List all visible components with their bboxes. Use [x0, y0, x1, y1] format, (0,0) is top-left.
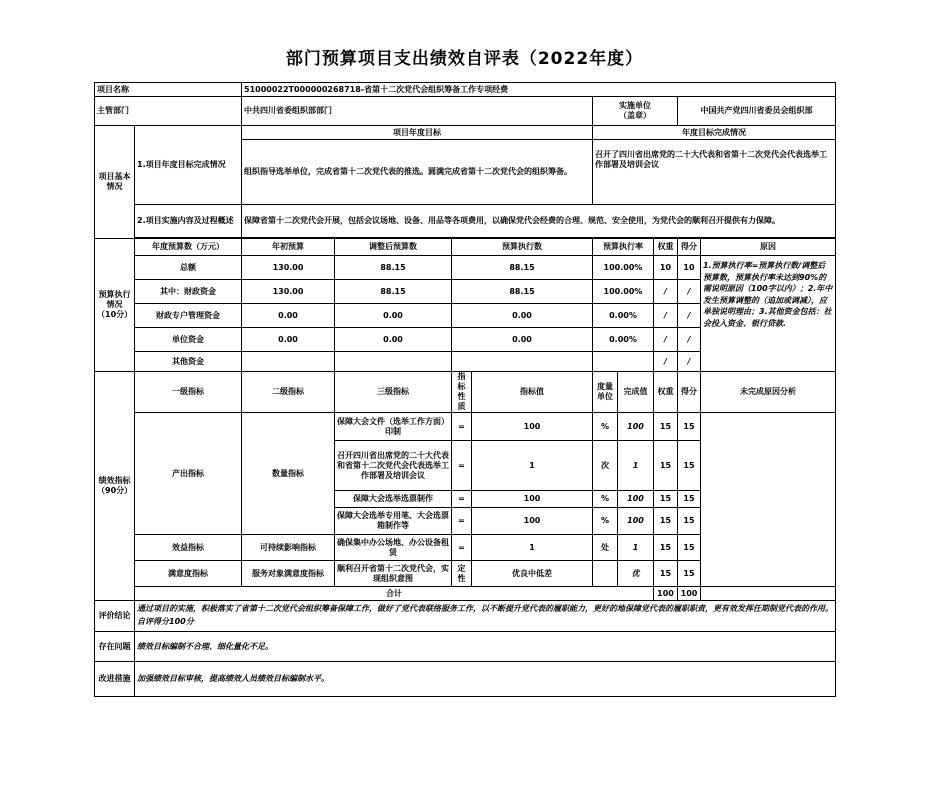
dept-name: 中共四川省委组织部部门	[242, 97, 593, 126]
indicator-weight: 15	[654, 491, 678, 508]
indicator-value: 100	[472, 413, 593, 441]
basic-info-label: 项目基本情况	[95, 126, 135, 239]
indicator-nature: 定性	[452, 561, 472, 587]
budget-weight: /	[654, 328, 678, 352]
indicator-nature: =	[452, 508, 472, 535]
indicator-unit: %	[593, 491, 618, 508]
indicator-score: 15	[678, 491, 701, 508]
page-title: 部门预算项目支出绩效自评表（2022年度）	[285, 49, 644, 69]
budget-header: 调整后预算数	[335, 239, 452, 256]
total-label: 合计	[135, 587, 654, 601]
budget-initial: 0.00	[242, 328, 335, 352]
benefit-l2: 可持续影响指标	[242, 535, 335, 561]
indicator-weight: 15	[654, 413, 678, 441]
indicator-nature: =	[452, 535, 472, 561]
indicator-l3: 保障大会文件（选举工作方面）印制	[335, 413, 452, 441]
completion-header: 年度目标完成情况	[593, 126, 836, 140]
budget-rate: 100.00%	[593, 256, 654, 280]
budget-weight: /	[654, 304, 678, 328]
perf-header: 得分	[678, 372, 701, 413]
indicator-l3: 保障大会选举专用笔、大会选票箱制作等	[335, 508, 452, 535]
budget-row-label: 其中：财政资金	[135, 280, 242, 304]
budget-row-label: 其他资金	[135, 352, 242, 372]
indicator-weight: 15	[654, 441, 678, 491]
project-name: 51000022T000000268718-省第十二次党代会组织筹备工作专项经费	[242, 83, 836, 97]
unfinished-analysis	[701, 413, 836, 587]
budget-initial: 0.00	[242, 304, 335, 328]
indicator-done: 100	[618, 413, 654, 441]
goal-header: 项目年度目标	[242, 126, 593, 140]
benefit-l1: 效益指标	[135, 535, 242, 561]
unit-label: 实施单位 （盖章）	[593, 97, 678, 126]
indicator-done: 100	[618, 508, 654, 535]
budget-initial: 130.00	[242, 256, 335, 280]
implementation-label: 2.项目实施内容及过程概述	[135, 205, 242, 238]
indicator-done: 100	[618, 491, 654, 508]
budget-weight: 10	[654, 256, 678, 280]
unit-name: 中国共产党四川省委员会组织部	[678, 97, 836, 126]
indicator-unit: 处	[593, 535, 618, 561]
total-score: 100	[678, 587, 701, 601]
budget-rate: 100.00%	[593, 280, 654, 304]
indicator-done: 1	[618, 441, 654, 491]
budget-score: /	[678, 280, 701, 304]
indicator-value: 100	[472, 508, 593, 535]
perf-header: 度量单位	[593, 372, 618, 413]
indicator-l3: 召开四川省出席党的二十大代表和省第十二次党代会代表选举工作部署及培训会议	[335, 441, 452, 491]
budget-executed	[452, 352, 593, 372]
budget-score: /	[678, 328, 701, 352]
budget-executed: 0.00	[452, 304, 593, 328]
budget-header: 原因	[701, 239, 836, 256]
indicator-weight: 15	[654, 535, 678, 561]
indicator-weight: 15	[654, 561, 678, 587]
perf-header: 三级指标	[335, 372, 452, 413]
budget-executed: 88.15	[452, 280, 593, 304]
budget-adjusted: 0.00	[335, 328, 452, 352]
output-l1: 产出指标	[135, 413, 242, 535]
indicator-value: 优良中低差	[472, 561, 593, 587]
dept-label: 主管部门	[95, 97, 242, 126]
budget-header: 年初预算	[242, 239, 335, 256]
indicator-score: 15	[678, 561, 701, 587]
perf-header: 未完成原因分析	[701, 372, 836, 413]
indicator-score: 15	[678, 413, 701, 441]
budget-weight: /	[654, 280, 678, 304]
budget-executed: 0.00	[452, 328, 593, 352]
budget-initial: 130.00	[242, 280, 335, 304]
indicator-value: 100	[472, 491, 593, 508]
budget-adjusted: 88.15	[335, 280, 452, 304]
indicator-unit: %	[593, 508, 618, 535]
budget-executed: 88.15	[452, 256, 593, 280]
indicator-unit: 次	[593, 441, 618, 491]
perf-header: 指标性质	[452, 372, 472, 413]
measures-text: 加强绩效目标审核，提高绩效人员绩效目标编制水平。	[135, 662, 836, 697]
indicator-nature: =	[452, 491, 472, 508]
evaluation-table	[94, 82, 836, 697]
measures-label: 改进措施	[95, 662, 135, 697]
budget-weight: /	[654, 352, 678, 372]
indicator-score: 15	[678, 441, 701, 491]
indicator-value: 1	[472, 535, 593, 561]
indicator-score: 15	[678, 508, 701, 535]
budget-score: 10	[678, 256, 701, 280]
indicator-nature: =	[452, 441, 472, 491]
budget-section-label: 预算执行情况（10分）	[95, 239, 135, 372]
budget-initial	[242, 352, 335, 372]
output-l2: 数量指标	[242, 413, 335, 535]
indicator-unit	[593, 561, 618, 587]
budget-row-label: 财政专户管理资金	[135, 304, 242, 328]
perf-header: 权重	[654, 372, 678, 413]
implementation-text: 保障省第十二次党代会开展，包括会议场地、设备、用品等各项费用，以确保党代会经费的合理、规范、安全使用，为党代会的顺利召开提供有力保障。	[242, 205, 836, 238]
budget-rate	[593, 352, 654, 372]
indicator-done: 优	[618, 561, 654, 587]
problems-text: 绩效目标编制不合理、细化量化不足。	[135, 632, 836, 662]
conclusion-label: 评价结论	[95, 601, 135, 632]
goal-text: 组织指导选举单位，完成省第十二次党代表的推选。圆满完成省第十二次党代会的组织筹备。	[242, 140, 593, 205]
budget-row-label: 总额	[135, 256, 242, 280]
budget-score: /	[678, 352, 701, 372]
problems-label: 存在问题	[95, 632, 135, 662]
budget-header: 得分	[678, 239, 701, 256]
perf-section-label: 绩效指标（90分）	[95, 372, 135, 601]
indicator-value: 1	[472, 441, 593, 491]
total-empty	[701, 587, 836, 601]
budget-reason: 1.预算执行率=预算执行数/调整后预算数，预算执行率未达到90%的需说明原因（100字以内）；2.年中发生预算调整的（追加或调减），应单独说明理由；3.其他资金包括：社会投入资金、银行贷款.	[701, 256, 836, 372]
budget-header: 权重	[654, 239, 678, 256]
conclusion-text: 通过项目的实施，积极落实了省第十二次党代会组织筹备保障工作，做好了党代表联络服务工作，以不断提升党代表的履职能力，更好的地保障党代表的履职职责，更有效发挥任期制党代表的作用。自评得分100分	[135, 601, 836, 632]
indicator-l3: 确保集中办公场地、办公设备租赁	[335, 535, 452, 561]
goal-completion-label: 1.项目年度目标完成情况	[135, 126, 242, 205]
indicator-l3: 顺利召开省第十二次党代会，实现组织意图	[335, 561, 452, 587]
budget-rate: 0.00%	[593, 328, 654, 352]
budget-header: 预算执行率	[593, 239, 654, 256]
indicator-nature: =	[452, 413, 472, 441]
budget-rate: 0.00%	[593, 304, 654, 328]
indicator-unit: %	[593, 413, 618, 441]
budget-adjusted: 88.15	[335, 256, 452, 280]
budget-adjusted: 0.00	[335, 304, 452, 328]
project-name-label: 项目名称	[95, 83, 242, 97]
total-weight: 100	[654, 587, 678, 601]
satisfaction-l2: 服务对象满意度指标	[242, 561, 335, 587]
budget-header: 年度预算数（万元）	[135, 239, 242, 256]
perf-header: 完成值	[618, 372, 654, 413]
perf-header: 指标值	[472, 372, 593, 413]
perf-header: 一级指标	[135, 372, 242, 413]
indicator-done: 1	[618, 535, 654, 561]
indicator-score: 15	[678, 535, 701, 561]
budget-header: 预算执行数	[452, 239, 593, 256]
satisfaction-l1: 满意度指标	[135, 561, 242, 587]
budget-score: /	[678, 304, 701, 328]
indicator-weight: 15	[654, 508, 678, 535]
perf-header: 二级指标	[242, 372, 335, 413]
indicator-l3: 保障大会选举选票制作	[335, 491, 452, 508]
budget-adjusted	[335, 352, 452, 372]
budget-row-label: 单位资金	[135, 328, 242, 352]
completion-text: 召开了四川省出席党的二十大代表和省第十二次党代会代表选举工作部署及培训会议	[593, 140, 836, 205]
